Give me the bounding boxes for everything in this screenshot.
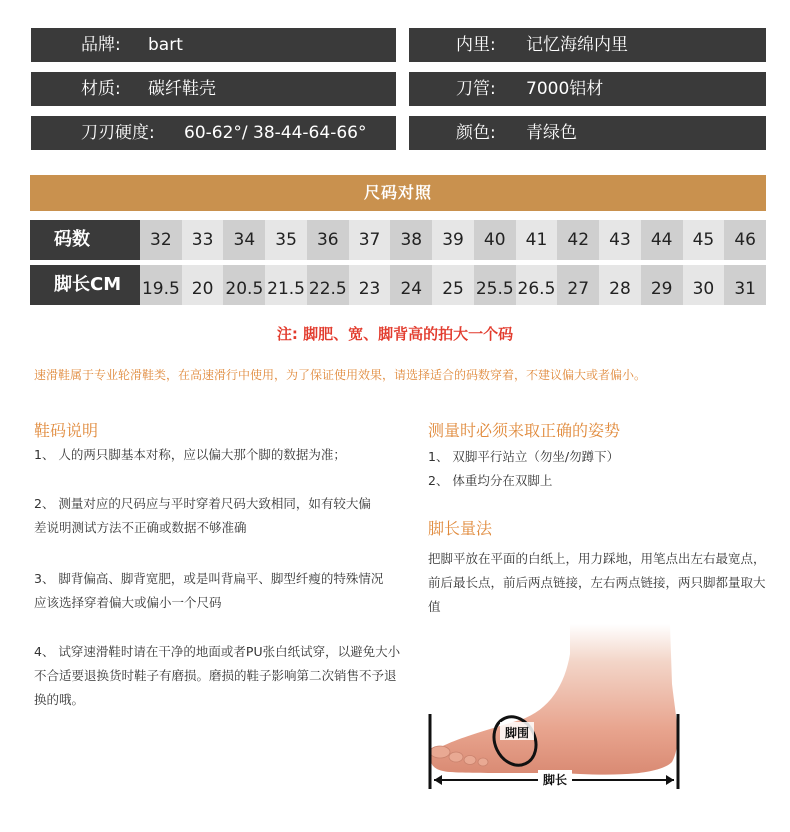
spec-value: bart <box>148 35 183 55</box>
length-cell: 30 <box>683 265 725 305</box>
spec-label: 内里: <box>456 35 496 55</box>
size-cell: 37 <box>349 220 391 260</box>
length-cell: 22.5 <box>307 265 349 305</box>
posture-item-2: 2、 体重均分在双脚上 <box>428 473 553 488</box>
size-cell: 32 <box>140 220 182 260</box>
size-cells <box>140 220 766 260</box>
posture-title: 测量时必须来取正确的姿势 <box>428 421 621 440</box>
length-cell: 19.5 <box>140 265 182 305</box>
guide-item-2: 2、 测量对应的尺码应与平时穿着尺码大致相同，如有较大偏差说明测试方法不正确或数据不够准确 <box>34 496 371 535</box>
size-cell: 38 <box>390 220 432 260</box>
size-cell: 40 <box>474 220 516 260</box>
length-label: 脚长 <box>543 773 568 787</box>
spec-brand <box>31 28 396 62</box>
length-row-label: 脚长CM <box>30 265 140 305</box>
measure-title: 脚长量法 <box>428 519 493 538</box>
foot-drawing <box>420 624 688 792</box>
length-cell: 29 <box>641 265 683 305</box>
length-cell: 24 <box>390 265 432 305</box>
spec-frame <box>409 72 766 106</box>
size-cell: 35 <box>265 220 307 260</box>
guide-item-3: 3、 脚背偏高、脚背宽肥，或是叫背扁平、脚型纤瘦的特殊情况应该选择穿着偏大或偏小一个尺码 <box>34 571 384 610</box>
guide-item-1: 1、 人的两只脚基本对称，应以偏大那个脚的数据为准； <box>34 447 346 462</box>
girth-label: 脚围 <box>505 726 530 740</box>
size-cell: 34 <box>223 220 265 260</box>
length-cell: 28 <box>599 265 641 305</box>
length-cell: 20.5 <box>223 265 265 305</box>
size-cell: 41 <box>516 220 558 260</box>
size-table-title: 尺码对照 <box>30 175 766 211</box>
length-cell: 31 <box>724 265 766 305</box>
size-cell: 46 <box>724 220 766 260</box>
spec-liner <box>409 28 766 62</box>
length-cell: 23 <box>349 265 391 305</box>
spec-value: 青绿色 <box>526 123 577 143</box>
spec-value: 7000铝材 <box>526 79 604 99</box>
length-row <box>30 265 766 305</box>
spec-label: 刀刃硬度: <box>81 123 155 143</box>
length-cell: 21.5 <box>265 265 307 305</box>
size-cell: 36 <box>307 220 349 260</box>
size-guide-title: 鞋码说明 <box>34 421 99 440</box>
size-note: 注: 脚肥、宽、脚背高的拍大一个码 <box>276 325 514 343</box>
length-cell: 25.5 <box>474 265 516 305</box>
foot-illustration <box>420 624 688 792</box>
spec-hardness <box>31 116 396 150</box>
spec-value: 记忆海绵内里 <box>526 35 628 55</box>
length-cells <box>140 265 766 305</box>
posture-item-1: 1、 双脚平行站立（勿坐/勿蹲下） <box>428 449 620 464</box>
spec-label: 品牌: <box>81 35 121 55</box>
length-cell: 20 <box>182 265 224 305</box>
size-cell: 44 <box>641 220 683 260</box>
spec-color <box>409 116 766 150</box>
measure-desc: 把脚平放在平面的白纸上，用力踩地，用笔点出左右最宽点，前后最长点，前后两点链接，左右两点链接，两只脚都量取大值 <box>428 551 766 614</box>
spec-material <box>31 72 396 106</box>
size-row-label: 码数 <box>30 220 140 260</box>
spec-value: 碳纤鞋壳 <box>148 79 216 99</box>
usage-tip: 速滑鞋属于专业轮滑鞋类，在高速滑行中使用，为了保证使用效果，请选择适合的码数穿着，不建议偏大或者偏小。 <box>34 368 647 382</box>
size-cell: 45 <box>683 220 725 260</box>
spec-label: 颜色: <box>456 123 496 143</box>
length-cell: 25 <box>432 265 474 305</box>
size-row <box>30 220 766 260</box>
size-cell: 33 <box>182 220 224 260</box>
guide-item-4: 4、 试穿速滑鞋时请在干净的地面或者PU张白纸试穿，以避免大小不合适要退换货时鞋子有磨损。磨损的鞋子影响第二次销售不予退换的哦。 <box>34 644 401 707</box>
size-cell: 42 <box>557 220 599 260</box>
spec-label: 刀管: <box>456 79 496 99</box>
spec-value: 60-62°/ 38-44-64-66° <box>184 123 367 143</box>
spec-label: 材质: <box>81 79 121 99</box>
length-cell: 27 <box>557 265 599 305</box>
size-cell: 39 <box>432 220 474 260</box>
size-cell: 43 <box>599 220 641 260</box>
length-cell: 26.5 <box>516 265 558 305</box>
